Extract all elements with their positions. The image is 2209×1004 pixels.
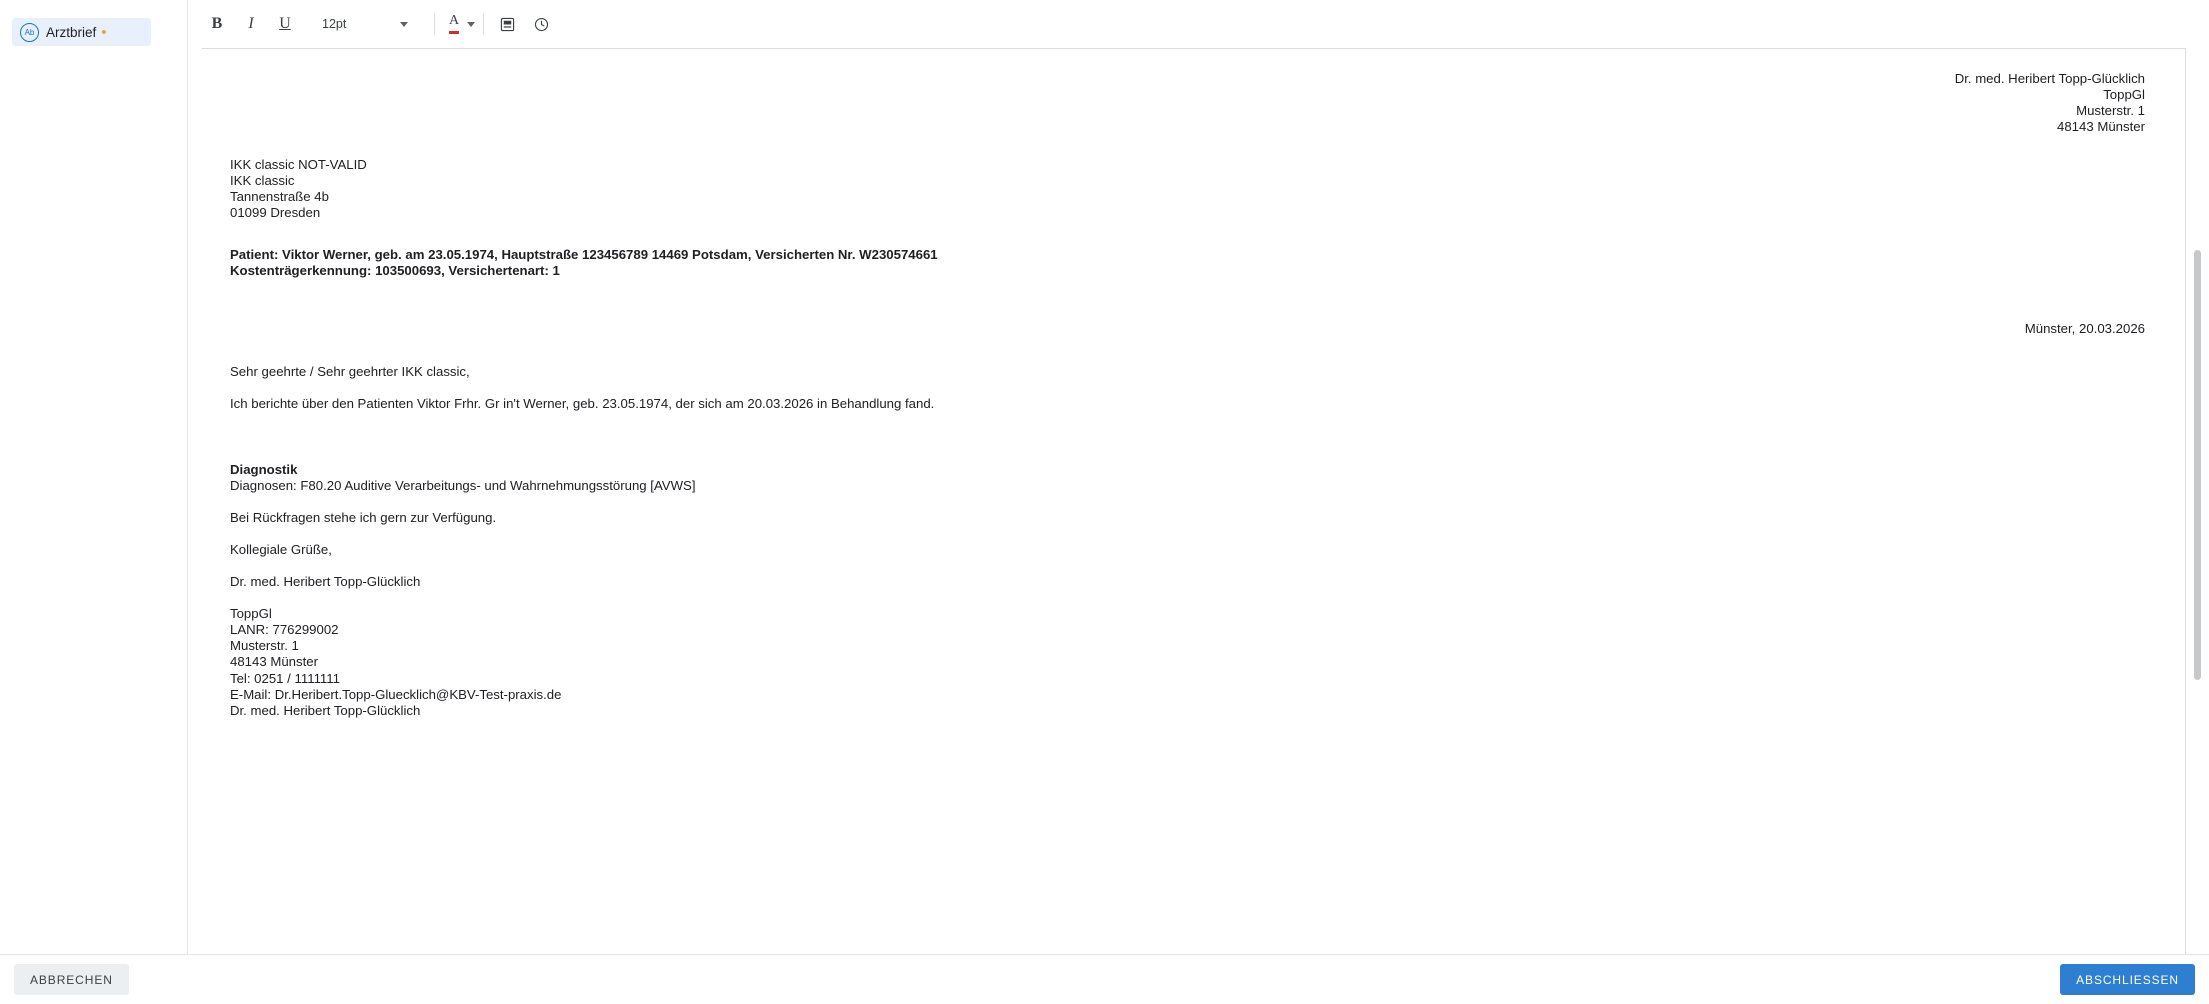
patient-info-block — [230, 247, 2145, 279]
spacer — [230, 526, 2145, 542]
sender-address-line: Musterstr. 1 — [2076, 102, 2145, 118]
editor-toolbar — [202, 0, 2186, 49]
spacer — [230, 494, 2145, 510]
recipient-address-block — [230, 157, 2145, 221]
spacer — [230, 221, 2145, 247]
unsaved-changes-dot: • — [101, 23, 107, 41]
dialog-footer — [0, 954, 2209, 1004]
practice-footer-line: LANR: 776299002 — [230, 622, 339, 638]
bold-icon[interactable]: B — [211, 15, 223, 32]
signature-name: Dr. med. Heribert Topp-Glücklich — [230, 574, 421, 590]
clock-icon[interactable] — [526, 9, 556, 39]
practice-footer-line: ToppGl — [230, 606, 272, 622]
recipient-address-line: Tannenstraße 4b — [230, 189, 329, 205]
italic-icon[interactable]: I — [248, 15, 254, 32]
spacer — [230, 412, 2145, 446]
spacer — [230, 305, 2145, 321]
toolbar-divider — [483, 13, 484, 35]
place-date: Münster, 20.03.2026 — [2024, 321, 2145, 337]
insurance-line: Kostenträgerkennung: 103500693, Versichertenart: 1 — [230, 263, 560, 279]
cancel-button[interactable]: ABBRECHEN — [14, 964, 129, 995]
salutation: Sehr geehrte / Sehr geehrter IKK classic, — [230, 363, 470, 379]
spacer — [230, 590, 2145, 606]
spacer — [230, 338, 2145, 364]
diagnostik-heading: Diagnostik — [230, 461, 298, 477]
diagnostik-text: Diagnosen: F80.20 Auditive Verarbeitungs- und Wahrnehmungsstörung [AVWS] — [230, 477, 696, 493]
sender-address-line: 48143 Münster — [2057, 118, 2145, 134]
recipient-address-line: 01099 Dresden — [230, 205, 321, 221]
underline-icon[interactable]: U — [279, 15, 291, 32]
recipient-address-line: IKK classic NOT-VALID — [230, 156, 367, 172]
practice-footer-line: Tel: 0251 / 1111111 — [230, 670, 340, 686]
sender-address-line: ToppGl — [2103, 86, 2145, 102]
regards-line: Kollegiale Grüße, — [230, 542, 332, 557]
ab-circle-icon: Ab — [20, 23, 39, 42]
editor-scrollbar[interactable] — [2194, 52, 2205, 951]
editor-area — [188, 0, 2209, 955]
questions-line: Bei Rückfragen stehe ich gern zur Verfügung. — [230, 509, 497, 525]
font-size-select[interactable] — [312, 9, 416, 39]
practice-footer-block — [230, 606, 2145, 719]
practice-footer-line: Musterstr. 1 — [230, 638, 299, 654]
spacer — [230, 279, 2145, 305]
chevron-down-icon — [400, 22, 408, 27]
patient-line: Patient: Viktor Werner, geb. am 23.05.1974, Hauptstraße 123456789 14469 Potsdam, Versicherten Nr. W230574661 — [230, 247, 938, 263]
sender-address-line: Dr. med. Heribert Topp-Glücklich — [1954, 71, 2145, 86]
intro-paragraph: Ich berichte über den Patienten Viktor Frhr. Gr in't Werner, geb. 23.05.1974, der sich am 20.03.2026 in Behandlung fand. — [230, 395, 935, 411]
document-sidebar — [0, 0, 188, 955]
text-color-button[interactable] — [449, 14, 475, 34]
sidebar-item-label: Arztbrief — [46, 24, 97, 40]
recipient-address-line: IKK classic — [230, 172, 295, 188]
letter-content[interactable] — [202, 49, 2185, 719]
spacer — [230, 446, 2145, 462]
spacer — [230, 380, 2145, 396]
editor-scrollbar-thumb[interactable] — [2194, 250, 2201, 680]
font-size-value: 12pt — [322, 17, 347, 31]
practice-footer-line: E-Mail: Dr.Heribert.Topp-Gluecklich@KBV-Test-praxis.de — [230, 686, 562, 702]
letter-page[interactable] — [202, 49, 2186, 955]
finish-button[interactable]: ABSCHLIESSEN — [2060, 964, 2195, 995]
sender-address-block — [230, 71, 2145, 135]
placeholder-insert-icon[interactable] — [492, 9, 522, 39]
sidebar-item-arztbrief[interactable] — [12, 18, 151, 46]
toolbar-divider — [434, 13, 435, 35]
text-color-icon: A — [449, 14, 459, 34]
spacer — [230, 558, 2145, 574]
practice-footer-line: 48143 Münster — [230, 654, 318, 670]
chevron-down-icon — [467, 22, 475, 27]
practice-footer-line: Dr. med. Heribert Topp-Glücklich — [230, 702, 421, 718]
